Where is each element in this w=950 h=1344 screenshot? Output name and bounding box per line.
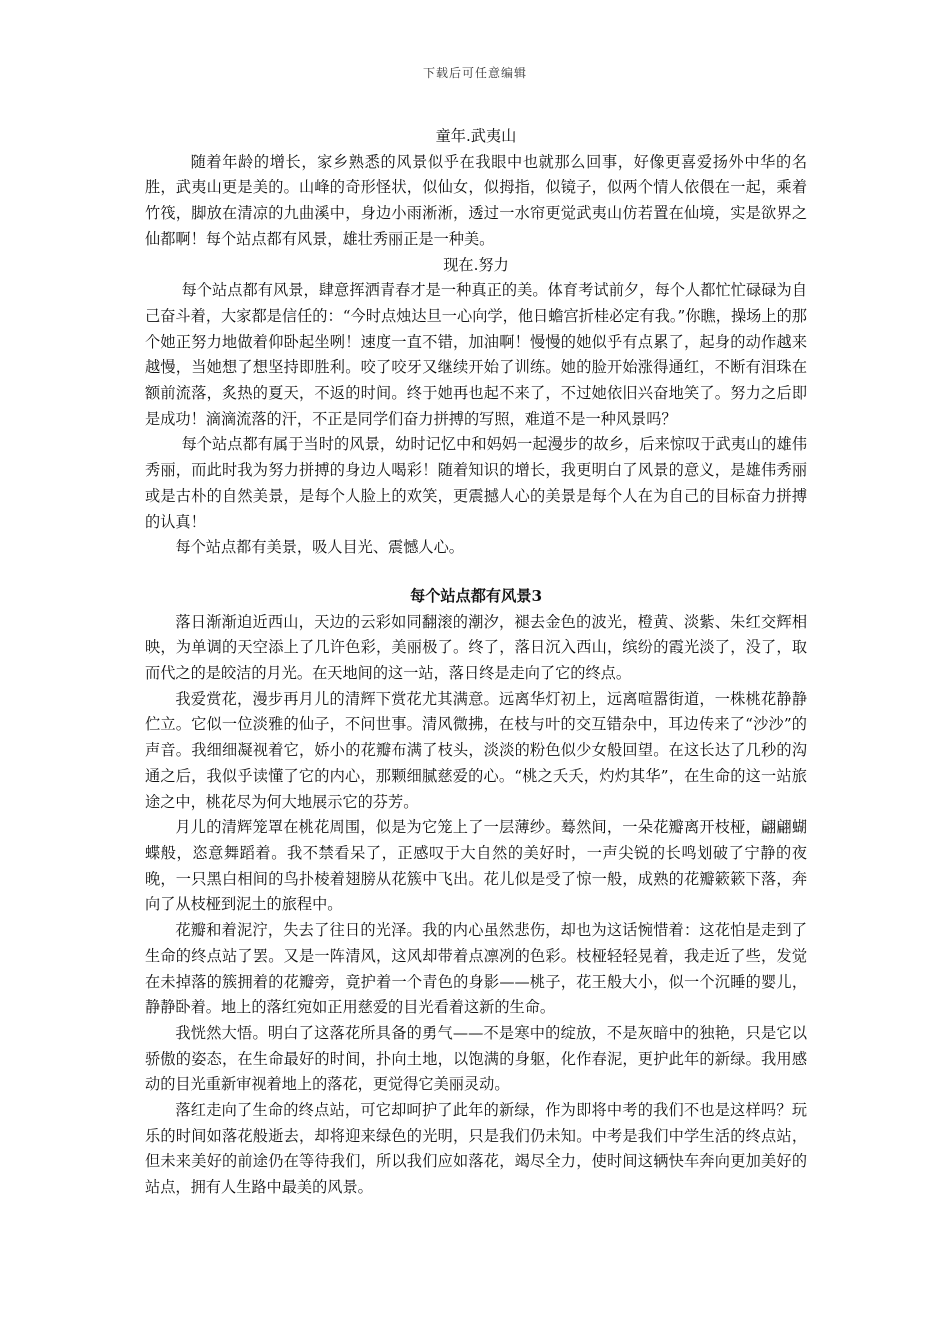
document-body: [145, 124, 807, 1201]
page-header-note: 下载后可任意编辑: [422, 66, 527, 80]
section-spacer: [145, 561, 807, 584]
paragraph-now-1: 每个站点都有风景，肆意挥洒青春才是一种真正的美。体育考试前夕，每个人都忙忙碌碌为自己奋斗着，大家都是信任的：“今时点烛达旦一心向学，他日蟾宫折桂必定有我。”你瞧，操场上的那个她正努力地做着仰卧起坐咧！速度一直不错，加油啊！慢慢的她似乎有点累了，起身的动作越来越慢，当她想了想坚持即胜利。咬了咬牙又继续开始了训练。她的脸开始涨得通红，不断有泪珠在额前流落，炙热的夏天，不返的时间。终于她再也起不来了，不过她依旧兴奋地笑了。努力之后即是成功！滴滴流落的汗，不正是同学们奋力拼搏的写照，难道不是一种风景吗？: [145, 281, 807, 428]
article-paragraph: 落红走向了生命的终点站，可它却呵护了此年的新绿，作为即将中考的我们不也是这样吗？玩乐的时间如落花般逝去，却将迎来绿色的光明，只是我们仍未知。中考是我们中学生活的终点站，但未来美好的前途仍在等待我们，所以我们应如落花，竭尽全力，使时间这辆快车奔向更加美好的站点，拥有人生路中最美的风景。: [145, 1101, 807, 1197]
article-paragraph: 我爱赏花，漫步再月儿的清辉下赏花尤其满意。远离华灯初上，远离喧嚣街道，一株桃花静静伫立。它似一位淡雅的仙子，不问世事。清风微拂，在枝与叶的交互错杂中，耳边传来了“沙沙”的声音。我细细凝视着它，娇小的花瓣布满了枝头，淡淡的粉色似少女般回望。在这长达了几秒的沟通之后，我似乎读懂了它的内心，那颗细腻慈爱的心。“桃之夭夭，灼灼其华”，在生命的这一站旅途之中，桃花尽为何大地展示它的芬芳。: [145, 689, 807, 811]
section-title-now: 现在.努力: [443, 255, 509, 274]
article-paragraph: 花瓣和着泥泞，失去了往日的光泽。我的内心虽然悲伤，却也为这话惋惜着：这花怕是走到了生命的终点站了罢。又是一阵清风，这风却带着点凛冽的色彩。枝桠轻轻晃着，我走近了些，发觉在未掉落的簇拥着的花瓣旁，竟护着一个青色的身影——桃子，花王般大小，似一个沉睡的婴儿，静静卧着。地上的落红宛如正用慈爱的目光看着这新的生命。: [145, 921, 807, 1017]
article-paragraph: 月儿的清辉笼罩在桃花周围，似是为它笼上了一层薄纱。蓦然间，一朵花瓣离开枝桠，翩翩蝴蝶般，恣意舞蹈着。我不禁看呆了，正感叹于大自然的美好时，一声尖锐的长鸣划破了宁静的夜晚，一只黑白相间的鸟扑棱着翅膀从花簇中飞出。花儿似是受了惊一般，成熟的花瓣簌簌下落，奔向了从枝桠到泥土的旅程中。: [145, 818, 807, 914]
paragraph-childhood: 随着年龄的增长，家乡熟悉的风景似乎在我眼中也就那么回事，好像更喜爱扬外中华的名胜，武夷山更是美的。山峰的奇形怪状，似仙女，似拇指，似镜子，似两个情人依偎在一起，乘着竹筏，脚放在清凉的九曲溪中，身边小雨淅淅，透过一水帘更觉武夷山仿若置在仙境，实是欲界之仙都啊！每个站点都有风景，雄壮秀丽正是一种美。: [145, 152, 807, 248]
article-paragraph: 我恍然大悟。明白了这落花所具备的勇气——不是寒中的绽放，不是灰暗中的独艳，只是它以骄傲的姿态，在生命最好的时间，扑向土地，以饱满的身躯，化作春泥，更护此年的新绿。我用感动的目光重新审视着地上的落花，更觉得它美丽灵动。: [145, 1023, 807, 1094]
section-title-childhood: 童年.武夷山: [435, 127, 517, 145]
article-paragraph: 落日渐渐迫近西山，天边的云彩如同翻滚的潮汐，褪去金色的波光，橙黄、淡紫、朱红交辉相映，为单调的天空添上了几许色彩，美丽极了。终了，落日沉入西山，缤纷的霞光淡了，没了，取而代之的是皎洁的月光。在天地间的这一站，落日终是走向了它的终点。: [145, 612, 807, 683]
paragraph-closing: 每个站点都有美景，吸人目光、震憾人心。: [175, 538, 464, 557]
paragraph-now-2: 每个站点都有属于当时的风景，幼时记忆中和妈妈一起漫步的故乡，后来惊叹于武夷山的雄伟秀丽，而此时我为努力拼搏的身边人喝彩！随着知识的增长，我更明白了风景的意义，是雄伟秀丽或是古朴的自然美景，是每个人脸上的欢笑，更震撼人心的美景是每个人在为自己的目标奋力拼搏的认真！: [145, 435, 807, 531]
article-title: 每个站点都有风景3: [409, 586, 543, 605]
